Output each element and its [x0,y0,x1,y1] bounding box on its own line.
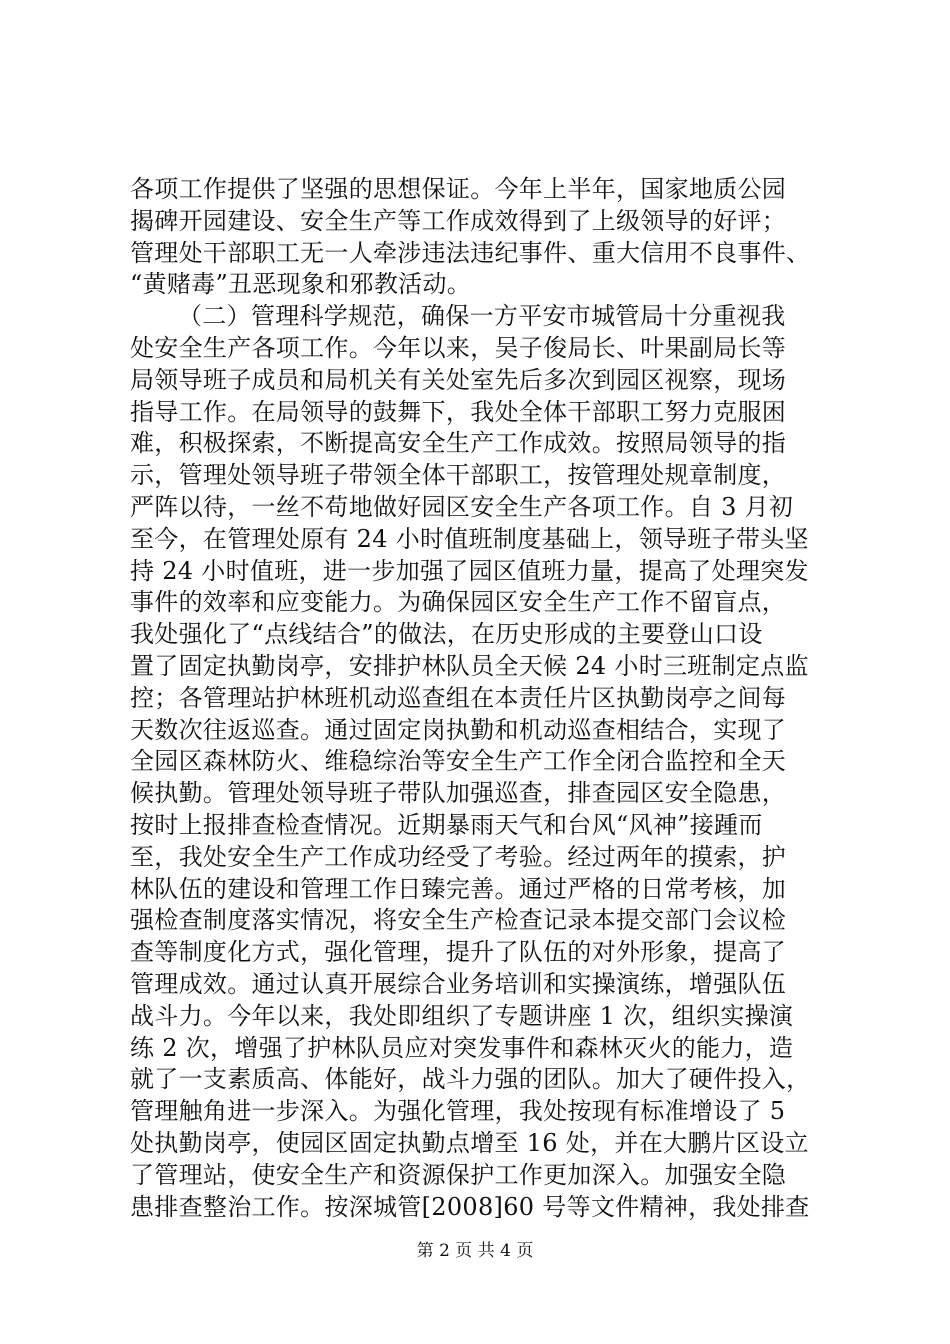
page-footer [0,1240,950,1262]
text-line: 严阵以待，一丝不苟地做好园区安全生产各项工作。自 3 月初 [130,492,794,521]
text-line: 控；各管理站护林班机动巡查组在本责任片区执勤岗亭之间每 [130,683,787,712]
text-line: 指导工作。在局领导的鼓舞下，我处全体干部职工努力克服困 [130,397,787,426]
text-line: 管理处干部职工无一人牵涉违法违纪事件、重大信用不良事件、 [130,238,811,267]
text-line: 管理成效。通过认真开展综合业务培训和实操演练，增强队伍 [130,969,787,998]
text-line: 各项工作提供了坚强的思想保证。今年上半年，国家地质公园 [130,175,787,203]
text-line: 至今，在管理处原有 24 小时值班制度基础上，领导班子带头坚 [130,524,809,553]
text-line: 置了固定执勤岗亭，安排护林队员全天候 24 小时三班制定点监 [130,651,809,680]
text-line: 难，积极探索，不断提高安全生产工作成效。按照局领导的指 [130,429,787,458]
text-line: 处安全生产各项工作。今年以来，吴子俊局长、叶果副局长等 [130,333,787,362]
body-text [130,174,830,1223]
text-line: 林队伍的建设和管理工作日臻完善。通过严格的日常考核，加 [130,874,787,903]
text-line: 查等制度化方式，强化管理，提升了队伍的对外形象，提高了 [130,938,787,967]
text-line: “黄赌毒”丑恶现象和邪教活动。 [130,270,472,299]
text-line: 我处强化了“点线结合”的做法，在历史形成的主要登山口设 [130,620,763,649]
text-line: 管理触角进一步深入。为强化管理，我处按现有标准增设了 5 [130,1097,786,1126]
text-line: 全园区森林防火、维稳综治等安全生产工作全闭合监控和全天 [130,747,787,776]
text-line: 事件的效率和应变能力。为确保园区安全生产工作不留盲点， [130,588,787,617]
section-heading-line: （二）管理科学规范，确保一方平安市城管局十分重视我 [178,302,786,331]
text-line: 处执勤岗亭，使园区固定执勤点增至 16 处，并在大鹏片区设立 [130,1128,809,1157]
text-line: 示，管理处领导班子带领全体干部职工，按管理处规章制度， [130,461,787,490]
text-line: 强检查制度落实情况，将安全生产检查记录本提交部门会议检 [130,906,787,935]
text-line: 天数次往返巡查。通过固定岗执勤和机动巡查相结合，实现了 [130,715,787,744]
text-line: 局领导班子成员和局机关有关处室先后多次到园区视察，现场 [130,365,787,394]
text-line: 至，我处安全生产工作成功经受了考验。经过两年的摸索，护 [130,842,787,871]
text-line: 战斗力。今年以来，我处即组织了专题讲座 1 次，组织实操演 [130,1001,794,1030]
text-line: 揭碑开园建设、安全生产等工作成效得到了上级领导的好评； [130,206,787,235]
text-line: 候执勤。管理处领导班子带队加强巡查，排查园区安全隐患， [130,779,787,808]
text-line: 患排查整治工作。按深城管[2008]60 号等文件精神，我处排查 [130,1192,810,1221]
page-number-label: 第 2 页 共 4 页 [416,1241,534,1261]
text-line: 就了一支素质高、体能好，战斗力强的团队。加大了硬件投入， [130,1065,811,1094]
text-line: 了管理站，使安全生产和资源保护工作更加深入。加强安全隐 [130,1160,787,1189]
text-line: 练 2 次，增强了护林队员应对突发事件和森林灭火的能力，造 [130,1033,794,1062]
text-line: 按时上报排查检查情况。近期暴雨天气和台风“风神”接踵而 [130,810,763,839]
text-line: 持 24 小时值班，进一步加强了园区值班力量，提高了处理突发 [130,556,809,585]
